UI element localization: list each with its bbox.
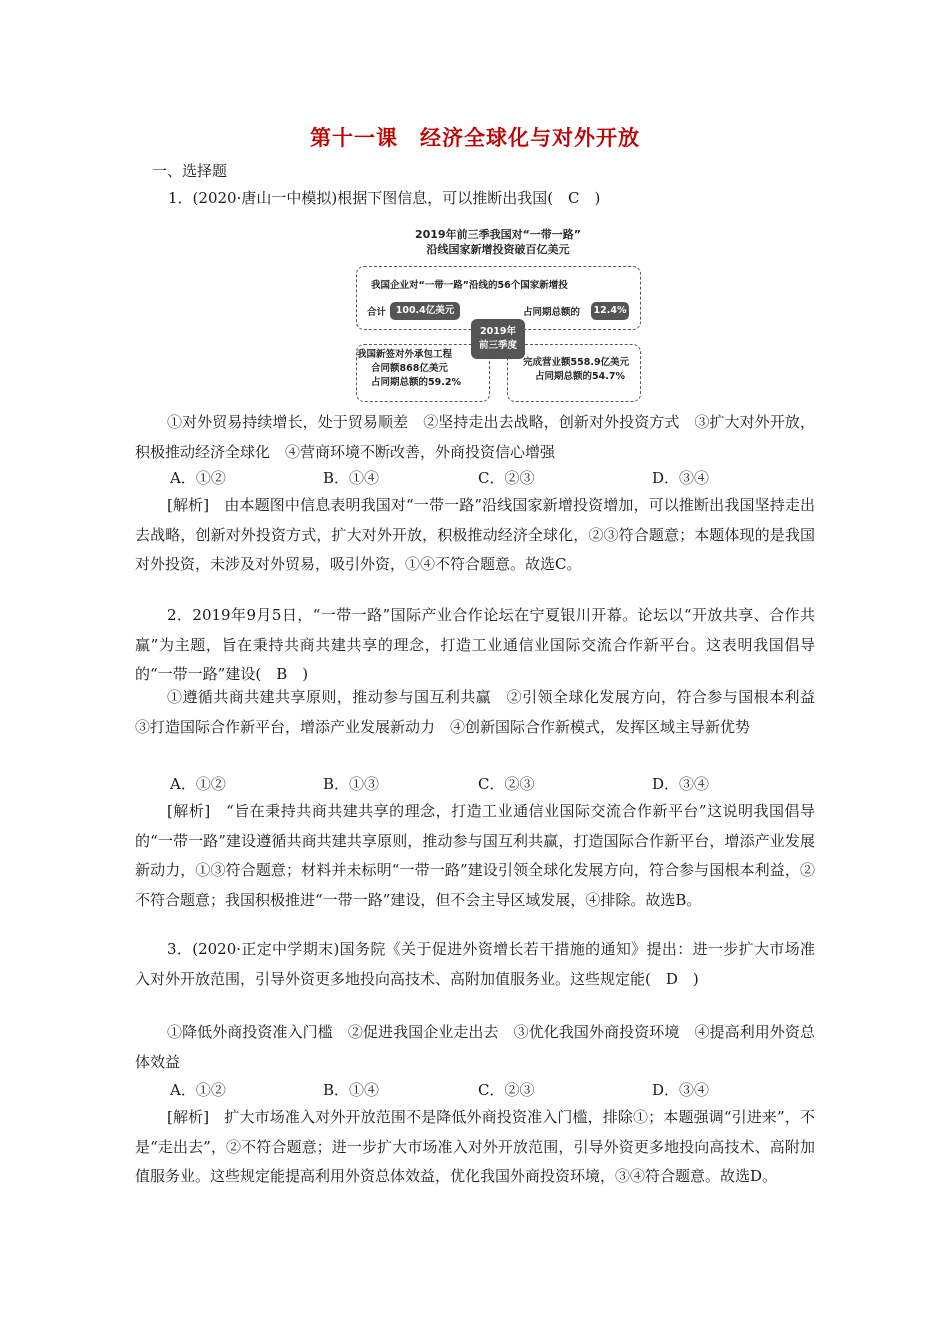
question-2-analysis: [解析] “旨在秉持共商共建共享的理念，打造工业通信业国际交流合作新平台”这说明我国倡导的“一带一路”建设遵循共商共建共享原则，推动参与国互利共赢，打造国际合作新平台，增添产业发展新动力，①③符合题意；材料并未标明“一带一路”建设引领全球化发展方向，符合参与国根本利益，②不符合题意；我国积极推进“一带一路”建设，但不会主导区域发展，④排除。故选B。 <box>135 802 815 909</box>
figure-left-line-3: 占同期总额的59.2% <box>371 377 461 388</box>
q1-option-d: D．③④ <box>652 469 710 487</box>
q3-option-d: D．③④ <box>652 1081 710 1099</box>
question-1-stem: 1．(2020·唐山一中模拟)根据下图信息，可以推断出我国( C ) <box>168 189 601 207</box>
figure-left-line-1: 我国新签对外承包工程 <box>357 349 453 360</box>
investment-infographic <box>355 226 641 402</box>
q1-option-a: A．①② <box>170 469 226 487</box>
figure-right-line-2: 占同期总额的54.7% <box>535 371 625 382</box>
figure-left-line-2: 合同额868亿美元 <box>371 363 448 374</box>
figure-center-line-2: 前三季度 <box>478 340 517 351</box>
figure-center-badge <box>471 319 525 359</box>
page-title: 第十一课 经济全球化与对外开放 <box>310 126 640 150</box>
figure-center-line-1: 2019年 <box>480 326 516 337</box>
figure-total-value: 100.4亿美元 <box>390 302 460 320</box>
q3-option-c: C．②③ <box>478 1081 535 1099</box>
q2-option-a: A．①② <box>170 775 226 793</box>
question-2-stem: 2．2019年9月5日，“一带一路”国际产业合作论坛在宁夏银川开幕。论坛以“开放共享、合作共赢”为主题，旨在秉持共商共建共享的理念，打造工业通信业国际交流合作新平台。这表明我国倡导的“一带一路”建设( B ) <box>135 606 815 683</box>
question-3-items: ①降低外商投资准入门槛 ②促进我国企业走出去 ③优化我国外商投资环境 ④提高利用外资总体效益 <box>135 1023 815 1071</box>
figure-ratio-value: 12.4% <box>591 302 629 320</box>
q3-option-a: A．①② <box>170 1081 226 1099</box>
q2-option-d: D．③④ <box>652 775 710 793</box>
q3-option-b: B．①④ <box>323 1081 380 1099</box>
question-3-analysis: [解析] 扩大市场准入对外开放范围不是降低外商投资准入门槛，排除①；本题强调“引进来”，不是“走出去”，②不符合题意；进一步扩大市场准入对外开放范围，引导外资更多地投向高技术、高附加值服务业。这些规定能提高利用外资总体效益，优化我国外商投资环境，③④符合题意。故选D。 <box>135 1108 815 1185</box>
figure-total-label: 合计 <box>367 307 387 318</box>
q2-option-c: C．②③ <box>478 775 535 793</box>
question-1-analysis: [解析] 由本题图中信息表明我国对“一带一路”沿线国家新增投资增加，可以推断出我国坚持走出去战略，创新对外投资方式，扩大对外开放，积极推动经济全球化，②③符合题意；本题体现的是我国对外投资，未涉及对外贸易，吸引外资，①④不符合题意。故选C。 <box>135 496 815 573</box>
figure-top-text: 我国企业对“一带一路”沿线的56个国家新增投 <box>371 280 568 291</box>
question-1-items: ①对外贸易持续增长，处于贸易顺差 ②坚持走出去战略，创新对外投资方式 ③扩大对外开放，积极推动经济全球化 ④营商环境不断改善，外商投资信心增强 <box>135 413 815 461</box>
figure-right-line-1: 完成营业额558.9亿美元 <box>523 357 630 368</box>
figure-ratio-label: 占同期总额的 <box>523 307 581 318</box>
q1-option-b: B．①④ <box>323 469 380 487</box>
figure-title-line-1: 2019年前三季我国对“一带一路” <box>414 228 582 241</box>
question-3-stem: 3．(2020·正定中学期末)国务院《关于促进外资增长若干措施的通知》提出：进一步扩大市场准入对外开放范围，引导外资更多地投向高技术、高附加值服务业。这些规定能( D ) <box>135 940 815 988</box>
section-heading: 一、选择题 <box>152 162 228 180</box>
question-2-items: ①遵循共商共建共享原则，推动参与国互利共赢 ②引领全球化发展方向，符合参与国根本利益 ③打造国际合作新平台，增添产业发展新动力 ④创新国际合作新模式，发挥区域主导新优势 <box>135 688 831 736</box>
q1-option-c: C．②③ <box>478 469 535 487</box>
q2-option-b: B．①③ <box>323 775 380 793</box>
figure-title-line-2: 沿线国家新增投资破百亿美元 <box>426 243 570 256</box>
